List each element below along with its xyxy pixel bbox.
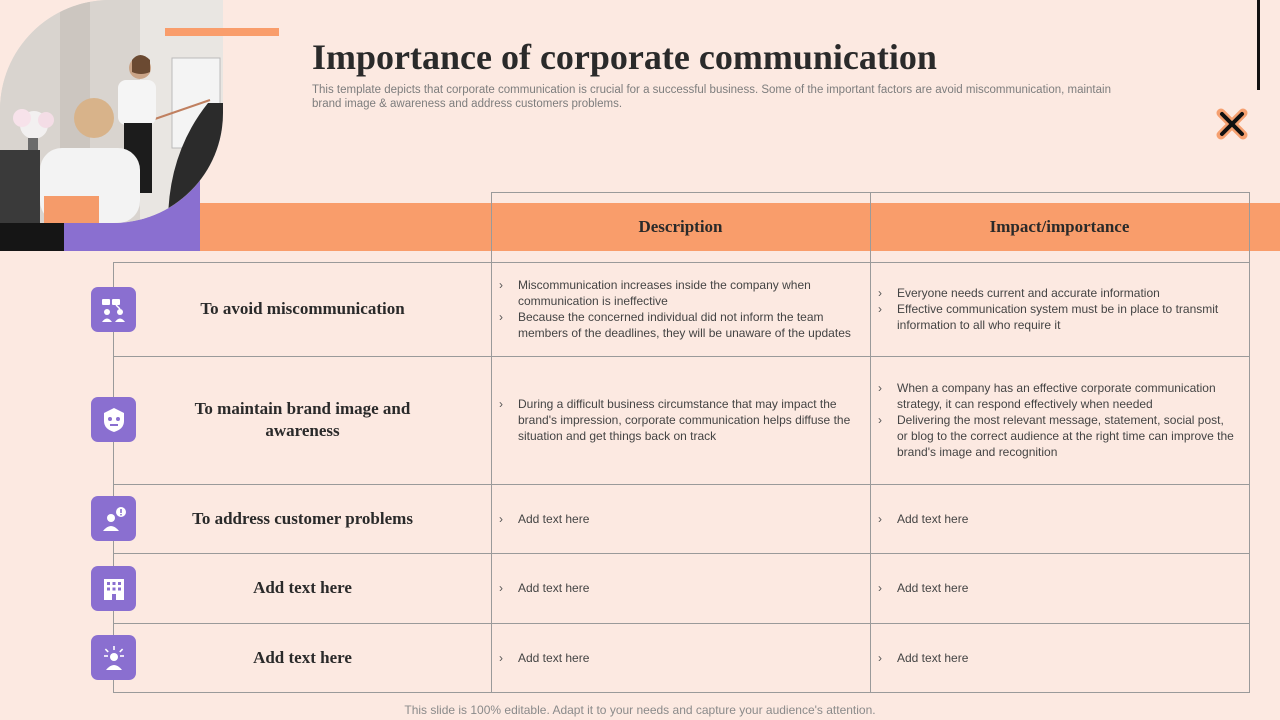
impact-cell: › Add text here [878,650,969,665]
description-cell: › Add text here [499,511,590,526]
description-cell: › During a difficult business circumstance that may impact the brand's impression, corporate communication helps diffuse the situation and get things back on track [491,356,870,484]
row-label: Add text here [253,578,352,597]
description-text: Add text here [518,511,590,526]
description-text: Add text here [518,581,590,595]
corner-line [1257,0,1260,90]
description-cell: › Add text here [499,650,590,665]
impact-text: Effective communication system must be in place to transmit information to all who require it [897,302,1219,332]
page-subtitle: This template depicts that corporate communication is crucial for a successful business. Some of the important factors are avoid miscommunication, maintain brand image & awareness and address customers problems. [312,84,1111,110]
column-header-impact: Impact/importance [989,217,1130,236]
impact-text: When a company has an effective corporate communication strategy, it can respond effectively when needed [897,381,1216,411]
impact-text: Delivering the most relevant message, statement, social post, or blog to the correct audience at the right time can improve the brand's image and recognition [897,413,1234,459]
description-text: During a difficult business circumstance that may impact the brand's impression, corporate communication helps diffuse the situation and get things back on track [518,397,851,443]
row-label: To maintain brand image and awareness [194,399,411,440]
impact-cell: › Add text here [878,511,969,526]
description-text: Miscommunication increases inside the company when communication is ineffective [518,278,811,308]
impact-cell: › Everyone needs current and accurate information › Effective communication system must be in place to transmit information to all who require it [870,262,1249,356]
impact-text: Add text here [897,511,969,526]
impact-text: Add text here [897,650,969,665]
row-label: To address customer problems [192,508,413,528]
impact-text: Everyone needs current and accurate information [897,286,1160,300]
description-text: Because the concerned individual did not inform the team members of the deadlines, they will be unaware of the updates [518,310,851,340]
close-cross-icon[interactable] [1215,107,1249,141]
description-text: Add text here [518,650,590,665]
description-cell: › Add text here [499,581,590,595]
column-header-description: Description [638,217,723,236]
impact-text: Add text here [897,581,969,595]
impact-cell: › Add text here [878,581,969,595]
impact-cell: › When a company has an effective corporate communication strategy, it can respond effectively when needed › Delivering the most relevant message, statement, social post, or blog to the correct audience at the right time can improve the brand's image and recognition [870,356,1249,484]
page-title: Importance of corporate communication [312,37,937,77]
black-accent-block [0,222,64,251]
title-accent-bar [165,28,279,36]
description-cell: › Miscommunication increases inside the company when communication is ineffective › Because the concerned individual did not inform the team members of the deadlines, they will be unaware of the updates [491,262,870,356]
footer-note: This slide is 100% editable. Adapt it to your needs and capture your audience's attention. [404,703,876,717]
row-label: Add text here [253,647,352,667]
row-label: To avoid miscommunication [200,299,405,318]
